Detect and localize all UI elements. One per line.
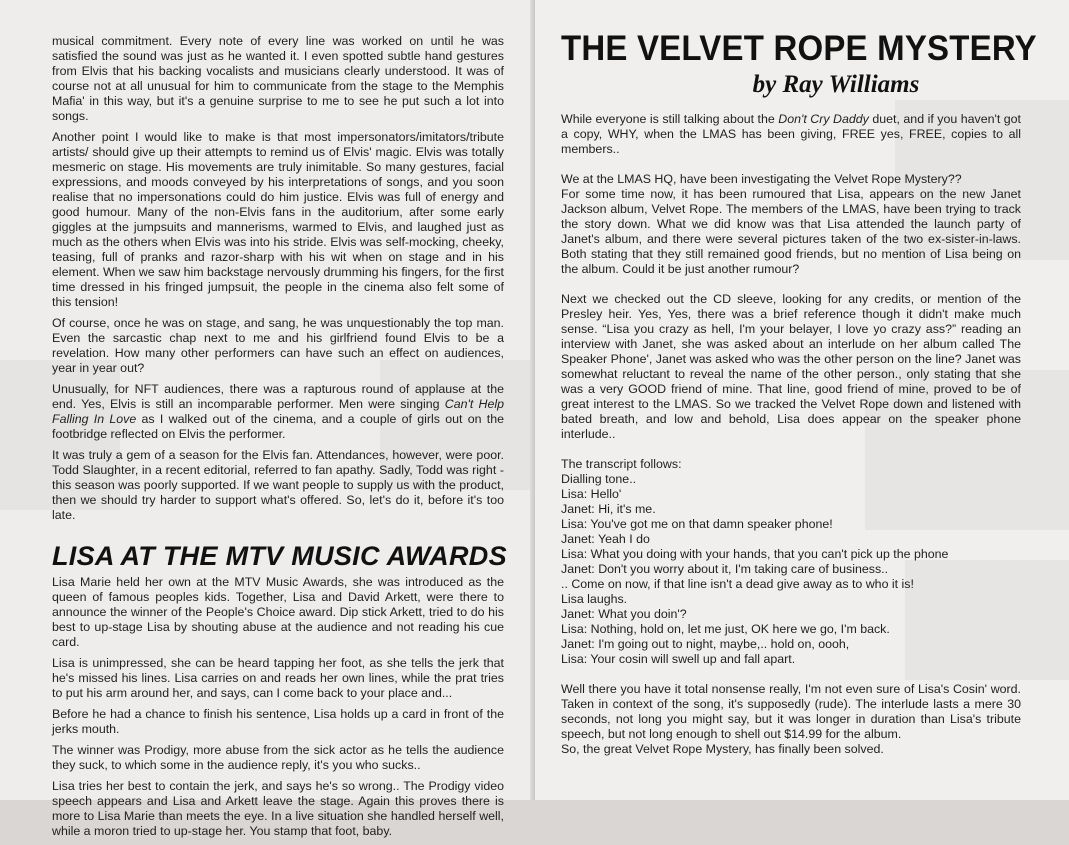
article-paragraph (561, 172, 1021, 277)
transcript-line: Lisa laughs. (561, 592, 628, 606)
transcript-line: Lisa: What you doing with your hands, that you can't pick up the phone (561, 547, 949, 561)
left-page (0, 0, 535, 838)
transcript-line: Janet: Don't you worry about it, I'm taking care of business.. (561, 562, 889, 576)
text-run: We at the LMAS HQ, have been investigating the Velvet Rope Mystery?? (561, 172, 962, 186)
article-paragraph (52, 382, 504, 442)
transcript-line: Lisa: Nothing, hold on, let me just, OK here we go, I'm back. (561, 622, 890, 636)
text-run: So, the great Velvet Rope Mystery, has finally been solved. (561, 742, 884, 756)
article-paragraph (561, 682, 1021, 757)
transcript-line: Janet: Yeah I do (561, 532, 650, 546)
transcript-line: Janet: I'm going out to night, maybe,.. hold on, oooh, (561, 637, 850, 651)
left-column (52, 34, 507, 845)
right-column (561, 27, 1037, 757)
song-title: Can't Help Falling In Love (52, 397, 505, 426)
transcript-line: Janet: What you doin'? (561, 607, 687, 621)
transcript-line: The transcript follows: (561, 457, 682, 471)
right-page (535, 0, 1069, 800)
text-run: duet, and if you haven't got a copy, WHY, when the LMAS has been giving, FREE yes, FREE, copies to all members.. (561, 112, 1021, 156)
transcript-line: Lisa: Hello' (561, 487, 622, 501)
article-paragraph: Another point I would like to make is that most impersonators/imitators/tribute artists/ should give up their attempts to remind us of Elvis' magic. Elvis was totally mesmeric on stage. His movements are truly inimitable. So many gestures, facial expressions, and moods conveyed by his interpretations of songs, and you soon realise that no impersonations could do him justice. Elvis was full of energy and good humour. Many of the non-Elvis fans in the auditorium, after some early giggles at the jumpsuits and mannerisms, warmed to Elvis, and laughed just as much as the others when Elvis was into his stride. Elvis was self-mocking, cheeky, teasing, full of pranks and razor-sharp with his wit when on stage and in his element. When we saw him backstage nervously drumming his fingers, for the first time dressed in his fringed jumpsuit, the people in the cinema also felt some of this tension! (52, 130, 504, 309)
text-run: as I walked out of the cinema, and a couple of girls out on the footbridge reflected on Elvis the performer. (52, 412, 505, 441)
text-run: While everyone is still talking about the (561, 112, 779, 126)
text-run: Well there you have it total nonsense really, I'm not even sure of Lisa's Cosin' word. Taken in context of the song, it's supposedly (rude). The interlude lasts a mere 30 seconds, not long you might say, but it was longer in duration than Lisa's tribute speech, but not long enough to shell out $14.99 for the album. (561, 682, 1021, 741)
spacer (561, 667, 1021, 682)
transcript-line: Janet: Hi, it's me. (561, 502, 656, 516)
song-title: Don't Cry Daddy (778, 112, 869, 126)
text-run: Unusually, for NFT audiences, there was a rapturous round of applause at the end. Yes, Elvis is still an incomparable performer. Men were singing (52, 382, 504, 411)
article-paragraph: Lisa is unimpressed, she can be heard tapping her foot, as she tells the jerk that he's missed his lines. Lisa carries on and reads her own lines, while the prat tries to put his arm around her, and says, can I come back to your place and... (52, 656, 504, 700)
transcript-line: Dialling tone.. (561, 472, 637, 486)
article-byline: by Ray Williams (752, 71, 920, 98)
article-paragraph: Lisa tries her best to contain the jerk, and says he's so wrong.. The Prodigy video speech appears and Lisa and Arkett leave the stage. Again this proves there is more to Lisa Marie than meets the eye. In a live situation she handled herself well, while a moron tried to up-stage her. You stamp that foot, baby. (52, 779, 504, 838)
article-paragraph: It was truly a gem of a season for the Elvis fan. Attendances, however, were poor. Todd Slaughter, in a recent editorial, referred to fan apathy. Sadly, Todd was right - this season was poorly supported. If we want people to supply us with the product, then we should try harder to support what's offered. So, let's do it, before it's too late. (52, 448, 504, 522)
article-paragraph (561, 112, 1021, 157)
transcript-line: Lisa: You've got me on that damn speaker phone! (561, 517, 833, 531)
article-paragraph: The winner was Prodigy, more abuse from the sick actor as he tells the audience they suck, to which some in the audience reply, it's you who sucks.. (52, 743, 504, 772)
article-paragraph: Lisa Marie held her own at the MTV Music Awards, she was introduced as the queen of famous peoples kids. Together, Lisa and David Arkett, were there to announce the winner of the People's Choice award. Dip stick Arkett, tried to do his best to up-stage Lisa by shouting abuse at the audience and not reading his cue card. (52, 575, 504, 649)
article-paragraph: musical commitment. Every note of every line was worked on until he was satisfied the sound was just as he wanted it. I even spotted subtle hand gestures from Elvis that his backing vocalists and musicians clearly understood. It was of course not at all unusual for him to communicate from the stage to the Memphis Mafia' in this way, but it's a genuine surprise to me to see he put such a lot into songs. (52, 34, 504, 123)
article-paragraph: Of course, once he was on stage, and sang, he was unquestionably the top man. Even the sarcastic chap next to me and his girlfriend found Elvis to be a revelation. How many other performers can have such an effect on audiences, year in year out? (52, 316, 504, 375)
article-paragraph: Next we checked out the CD sleeve, looking for any credits, or mention of the Presley heir. Yes, Yes, there was a brief reference though it didn't make much sense. “Lisa you crazy as hell, I'm your belayer, I love yo crazy ass?” reading an interview with Janet, she was asked about an interlude on her album called The Speaker Phone', Janet was asked who was the other person on the line? Janet was somewhat reluctant to reveal the name of the other person., only stating that she was a very GOOD friend of mine. That line, good friend of mine, proved to be of great interest to the LMAS. So we tracked the Velvet Rope down and listened with bated breath, and low and behold, Lisa does appear on the speaker phone interlude.. (561, 292, 1021, 441)
section-heading: LISA AT THE MTV MUSIC AWARDS (52, 541, 507, 571)
transcript-line: .. Come on now, if that line isn't a dead give away as to who it is! (561, 577, 914, 591)
text-run: For some time now, it has been rumoured that Lisa, appears on the new Janet Jackson album, Velvet Rope. The members of the LMAS, have been trying to track the story down. What we did know was that Lisa attended the launch party of Janet's album, and there were several pictures taken of the two ex-sister-in-laws. Both stating that they still remained good friends, but no mention of Lisa being on the album. Could it be just another rumour? (561, 187, 1021, 276)
article-paragraph: Before he had a chance to finish his sentence, Lisa holds up a card in front of the jerks mouth. (52, 707, 504, 736)
article-title: THE VELVET ROPE MYSTERY (561, 27, 1037, 68)
transcript (561, 457, 1021, 667)
transcript-line: Lisa: Your cosin will swell up and fall apart. (561, 652, 796, 666)
